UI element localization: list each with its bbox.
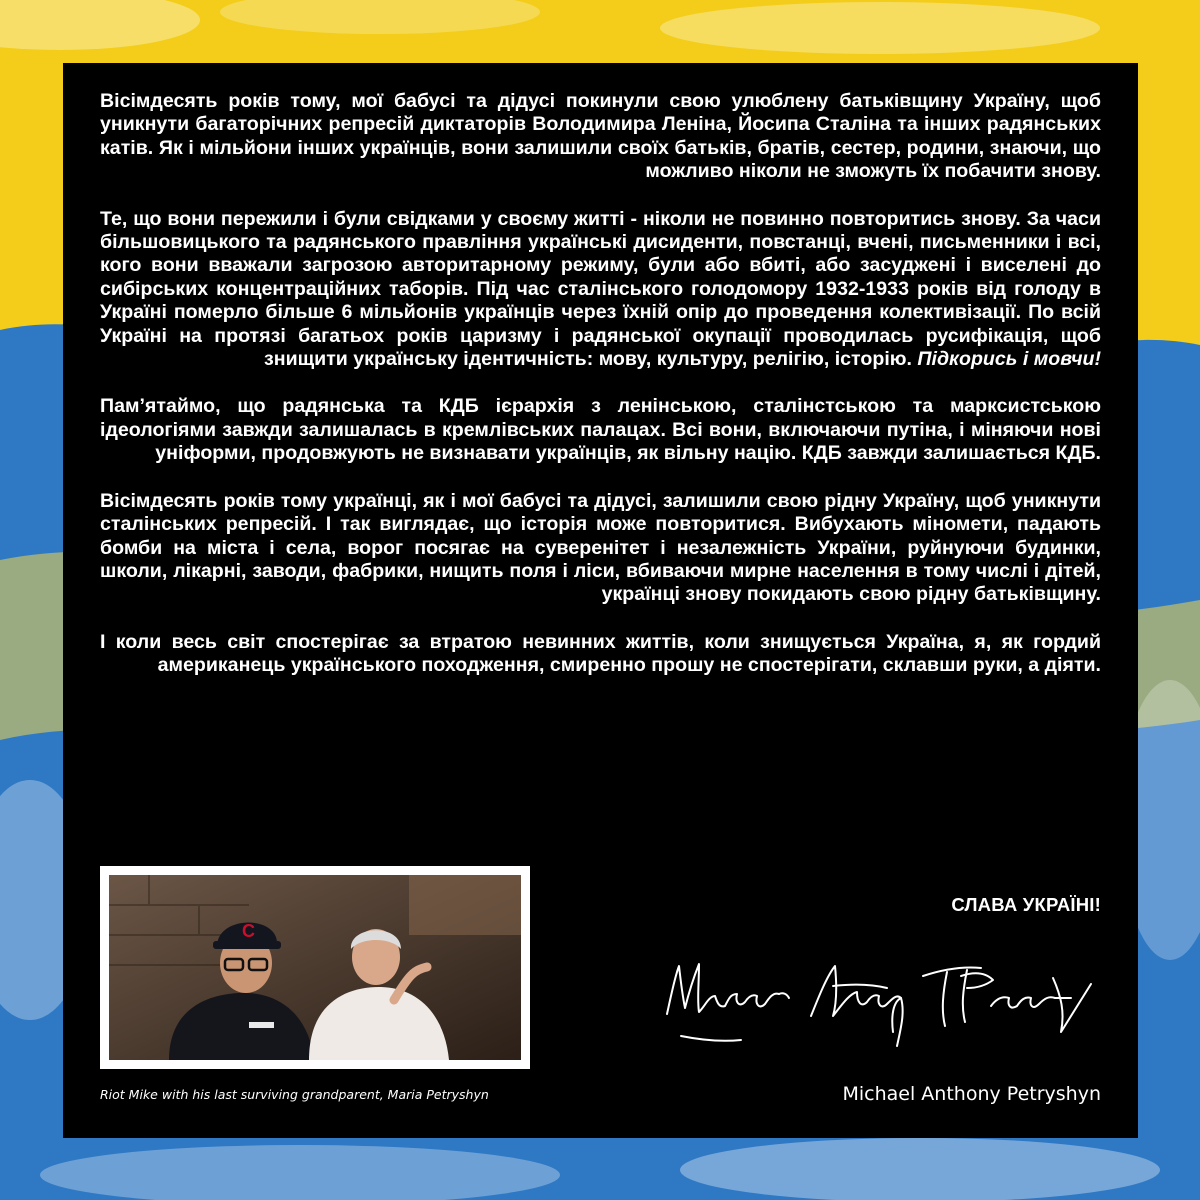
paragraph-4: Вісімдесять років тому українці, як і мої бабусі та дідусі, залишили свою рідну Україну, щоб уникнути сталінських репресій. І так виглядає, що історія може повторитися. Вибухають міномети, падають бомби на міста і села, ворог посягає на суверенітет і незалежність України, руйнуючи будинки, школи, лікарні, заводи, фабрики, нищить поля і ліси, вбиваючи мирне населення в тому числі і дітей, українці знову покидають свою рідну батьківщину. xyxy=(100,489,1101,606)
photo-caption: Riot Mike with his last surviving grandparent, Maria Petryshyn xyxy=(100,1087,489,1102)
letter-card xyxy=(63,63,1138,1138)
italic-phrase: Підкорись і мовчи! xyxy=(917,348,1101,371)
cap-logo-letter: C xyxy=(242,921,255,941)
printed-name: Michael Anthony Petryshyn xyxy=(842,1083,1101,1105)
closing-slogan: СЛАВА УКРАЇНІ! xyxy=(951,894,1101,915)
paragraph-2 xyxy=(100,208,1101,372)
paragraph-1: Вісімдесять років тому, мої бабусі та дідусі покинули свою улюблену батьківщину Україну, щоб уникнути багаторічних репресій диктаторів Володимира Леніна, Йосипа Сталіна та інших радянських катів. Як і мільйони інших українців, вони залишили своїх батьків, братів, сестер, родини, знаючи, що можливо ніколи не зможуть їх побачити знову. xyxy=(100,90,1101,183)
paragraph-5: І коли весь світ спостерігає за втратою невинних життів, коли знищується Україна, я, як гордий американець українського походження, смиренно прошу не спостерігати, склавши руки, а діяти. xyxy=(100,630,1101,677)
letter-body xyxy=(100,90,1101,702)
photo-frame xyxy=(100,866,530,1069)
photo xyxy=(109,875,521,1060)
paragraph-3: Пам’ятаймо, що радянська та КДБ ієрархія з ленінською, сталінстською та марксистською ідеологіями завжди залишалась в кремлівських палацах. Всі вони, включаючи путіна, і міняючи нові уніформи, продовжують не визнавати українців, як вільну націю. КДБ завжди залишається КДБ. xyxy=(100,395,1101,465)
paragraph-2-text: Те, що вони пережили і були свідками у своєму житті - ніколи не повинно повторитись знову. За часи більшовицького та радянського правління українські дисиденти, повстанці, вчені, письменники і всі, кого вони вважали загрозою авторитарному режиму, були або вбиті, або засуджені і виселені до сибірських концентраційних таборів. Під час сталінського голодомору 1932-1933 років від голоду в Україні померло більше 6 мільйонів українців через їхній опір до проведення колективізації. По всій Україні на протязі багатьох років царизму і радянської окупації проводилась русифікація, щоб знищити українську ідентичність: мову, культуру, релігію, історію. xyxy=(100,207,1101,371)
photo-illustration xyxy=(109,875,521,1060)
